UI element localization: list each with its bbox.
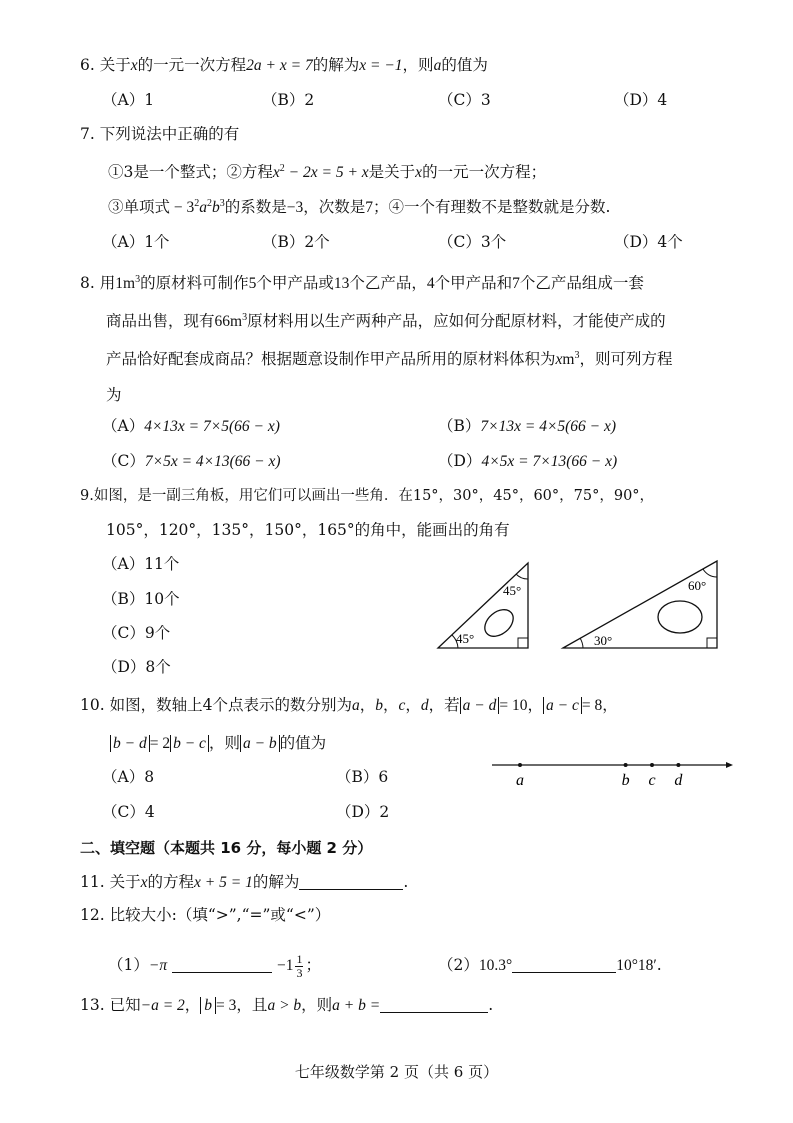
q7-option-c: （C）3个 bbox=[438, 233, 507, 251]
q8-option-c: （C）7×5x = 4×13(66 − x) bbox=[102, 452, 281, 470]
q10-option-c: （C）4 bbox=[102, 803, 155, 821]
q7-statement-2: ③单项式 − $3^2a^2b^3$的系数是−3，次数是7；④一个有理数不是整数就是分数. bbox=[108, 198, 611, 216]
right-angle-mark-2 bbox=[707, 638, 717, 648]
number-line-label-a: a bbox=[516, 772, 524, 789]
q6-option-d: （D）4 bbox=[614, 91, 668, 109]
q13-stem: 13. 已知−a = 2， b = 3，且a > b，则a + b = . bbox=[80, 996, 494, 1014]
q9-option-d: （D）8个 bbox=[102, 658, 171, 676]
q9-line-2: 105°，120°，135°，150°，165°的角中，能画出的角有 bbox=[106, 521, 510, 539]
q9-line-1: 9.如图，是一副三角板，用它们可以画出一些角．在15°，30°，45°，60°，75°，90°， bbox=[80, 488, 655, 504]
triangle-hole-2 bbox=[658, 601, 702, 633]
q9-option-b: （B）10个 bbox=[102, 590, 180, 608]
q6-option-c: （C）3 bbox=[438, 91, 491, 109]
number-line-label-d: d bbox=[674, 772, 683, 789]
q6-stem: 6. 关于x的一元一次方程2a + x = 7的解为x = −1，则a的值为 bbox=[80, 56, 488, 74]
t2-left-label: 30° bbox=[594, 633, 613, 648]
number-line-point-c bbox=[650, 763, 654, 767]
q11-stem: 11. 关于x的方程x + 5 = 1的解为 . bbox=[80, 873, 409, 891]
fraction-one-third: $\frac{1}{3}$ bbox=[296, 951, 303, 980]
angle-arc-2-top bbox=[703, 569, 717, 577]
q7-option-a: （A）1个 bbox=[102, 233, 170, 251]
section-2-title: 二、填空题（本题共 16 分，每小题 2 分） bbox=[80, 839, 373, 857]
q8-line-2: 商品出售，现有$66m^3$原材料用以生产两种产品，应如何分配原材料，才能使产成的 bbox=[106, 312, 666, 330]
q8-option-a: （A）4×13x = 7×5(66 − x) bbox=[102, 417, 280, 435]
page-footer: 七年级数学第 2 页（共 6 页） bbox=[294, 1063, 499, 1081]
q10-number-line bbox=[490, 752, 735, 792]
q7-stem: 7. 下列说法中正确的有 bbox=[80, 125, 240, 143]
q9-option-c: （C）9个 bbox=[102, 624, 171, 642]
t1-left-label: 45° bbox=[456, 631, 475, 646]
q8-line-1: 8. 用$1m^3$的原材料可制作5个甲产品或13个乙产品，4个甲产品和7个乙产品组成一套 bbox=[80, 274, 644, 292]
number-line-point-b bbox=[624, 763, 628, 767]
angle-arc-1-top bbox=[516, 574, 528, 579]
number-line-arrow bbox=[726, 762, 733, 768]
q10-line-1: 10. 如图，数轴上4个点表示的数分别为a，b，c，d，若 a − d = 10， a − c = 8， bbox=[80, 696, 618, 714]
q7-statement-1: ①3是一个整式；②方程$x^2 - 2x = 5 + x$是关于x的一元一次方程； bbox=[108, 163, 547, 181]
q9-option-a: （A）11个 bbox=[102, 555, 180, 573]
q8-option-b: （B）7×13x = 4×5(66 − x) bbox=[438, 417, 617, 435]
q12-part-2: （2）10.3° 10°18′. bbox=[438, 956, 662, 974]
t2-top-label: 60° bbox=[688, 578, 707, 593]
number-line-point-a bbox=[518, 763, 522, 767]
angle-arc-2-left bbox=[580, 638, 583, 648]
q10-option-b: （B）6 bbox=[336, 768, 389, 786]
q7-option-b: （B）2个 bbox=[262, 233, 330, 251]
q10-line-2: b − d = 2 b − c ，则 a − b 的值为 bbox=[110, 733, 326, 754]
q12-part-2-blank[interactable] bbox=[512, 956, 616, 973]
q9-triangle-figure bbox=[430, 555, 730, 655]
q8-option-d: （D）4×5x = 7×13(66 − x) bbox=[438, 452, 618, 470]
q13-answer-blank[interactable] bbox=[380, 996, 488, 1013]
q7-option-d: （D）4个 bbox=[614, 233, 683, 251]
q11-answer-blank[interactable] bbox=[299, 873, 403, 890]
q6-option-a: （A）1 bbox=[102, 91, 155, 109]
number-line-point-d bbox=[676, 763, 680, 767]
number-line-label-c: c bbox=[648, 772, 656, 789]
t1-top-label: 45° bbox=[503, 583, 522, 598]
q6-option-b: （B）2 bbox=[262, 91, 315, 109]
q10-option-d: （D）2 bbox=[336, 803, 390, 821]
q12-stem: 12. 比较大小:（填“>”,“=”或“<”） bbox=[80, 906, 331, 924]
triangle-45-45 bbox=[438, 563, 528, 648]
q8-line-4: 为 bbox=[106, 386, 122, 404]
q8-line-3: 产品恰好配套成商品？根据题意设制作甲产品所用的原材料体积为$xm^3$，则可列方程 bbox=[106, 350, 673, 368]
number-line-label-b: b bbox=[621, 772, 630, 789]
q10-option-a: （A）8 bbox=[102, 768, 155, 786]
triangle-hole-1 bbox=[480, 604, 519, 641]
q12-part-1: （1）−π −1 $\frac{1}{3}$ ； bbox=[108, 951, 321, 980]
right-angle-mark-1 bbox=[518, 638, 528, 648]
q12-part-1-blank[interactable] bbox=[172, 956, 272, 973]
